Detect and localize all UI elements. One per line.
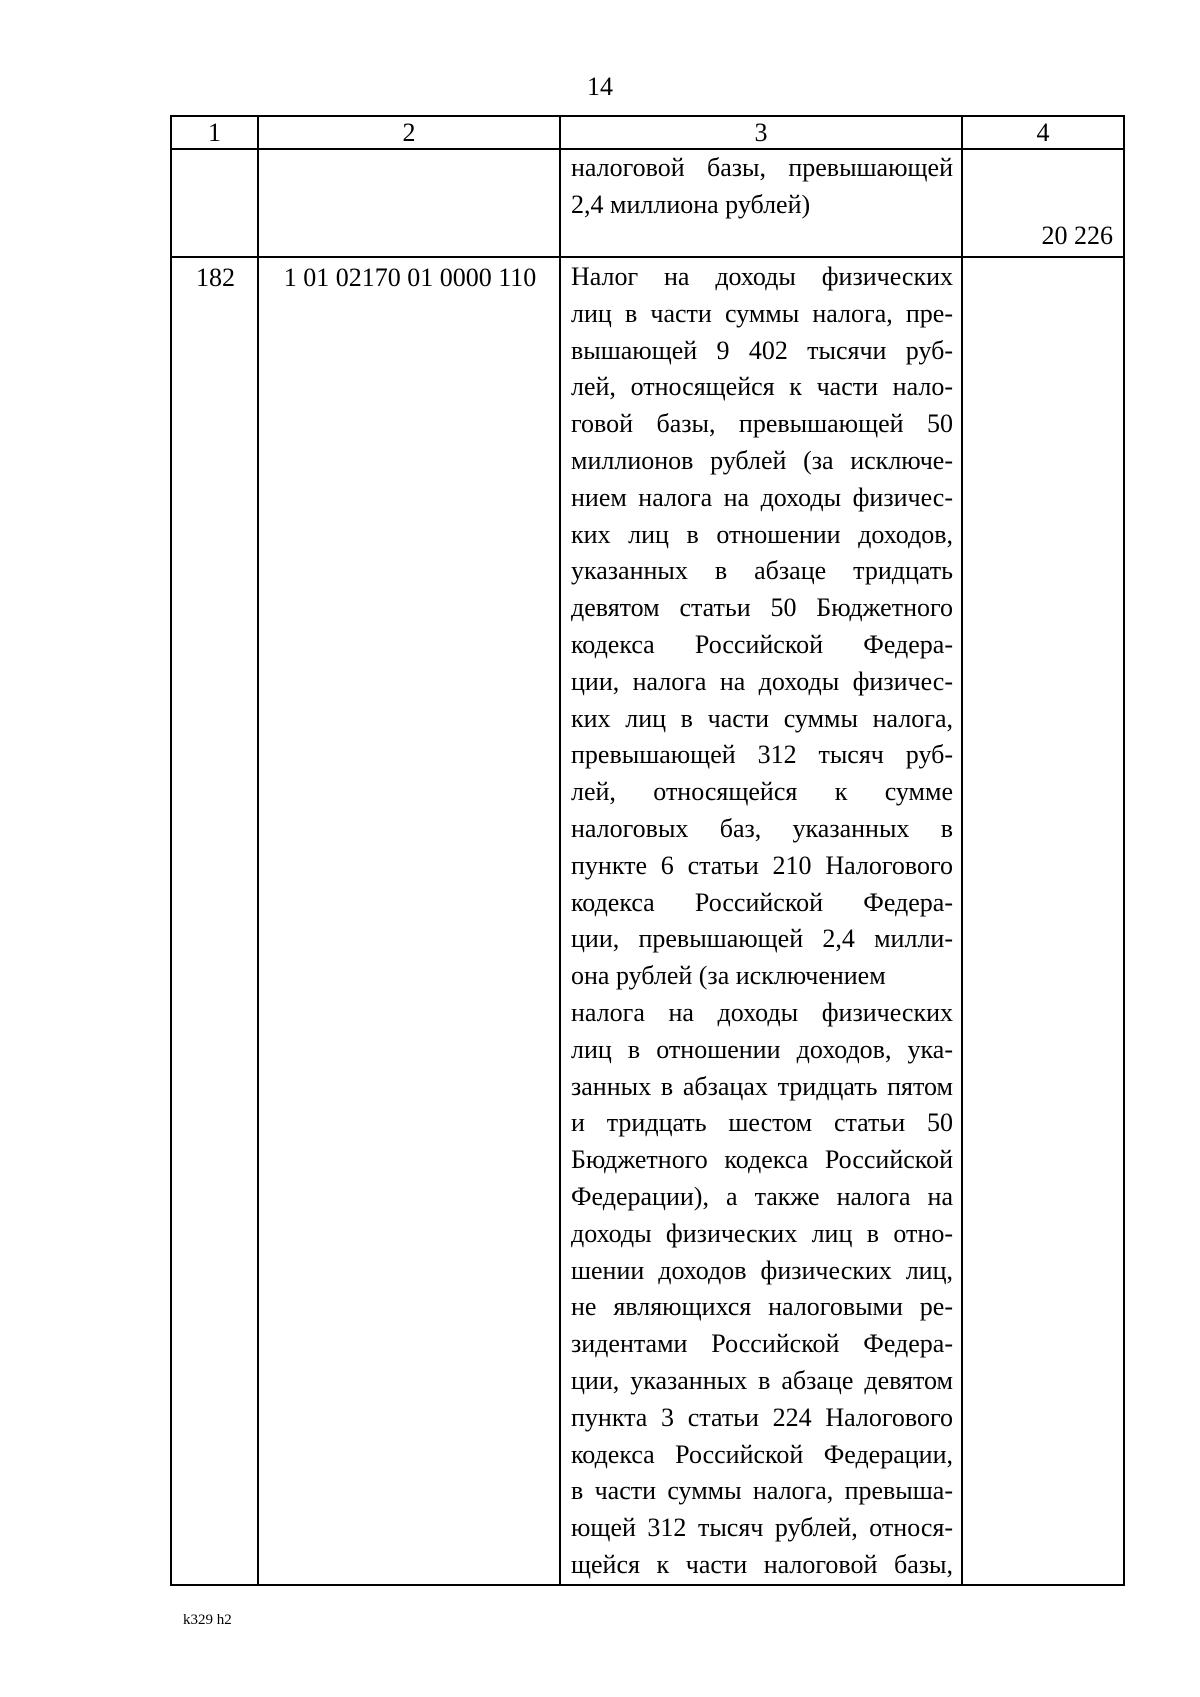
description-line: занных в абзацах тридцать пятом [571,1071,953,1101]
description-line: Бюджетного кодекса Российской [571,1145,953,1175]
description-line: лиц в части суммы налога, пре- [571,298,953,328]
description-line: кодекса Российской Федера- [571,629,953,659]
description-line: в части суммы налога, превыша- [571,1476,953,1506]
description-line: 2,4 миллиона рублей) [571,189,811,219]
income-code-cell [258,257,560,1585]
page-number: 14 [587,72,613,101]
description-line: миллионов рублей (за исключе- [571,445,953,475]
description-line: Налог на доходы физических [571,262,953,291]
amount-value [963,258,1123,260]
description-line: ких лиц в части суммы налога, [571,703,953,733]
description-line: налоговой базы, превышающей [571,153,953,182]
column-number-2: 2 [258,116,560,149]
description-line: ющей 312 тысяч рублей, относя- [571,1513,953,1543]
description-line: ких лиц в отношении доходов, [571,519,953,549]
description-line: лей, относящейся к части нало- [571,372,953,402]
description-line: говой базы, превышающей 50 [571,409,953,439]
table-row-continuation [171,149,1124,257]
description-line: лиц в отношении доходов, ука- [571,1034,953,1064]
description-line: кодекса Российской Федера- [571,887,953,917]
description-line: доходы физических лиц в отно- [571,1218,953,1248]
description-line: налоговых баз, указанных в [571,813,953,843]
table-row [171,257,1124,1585]
admin-code-cell-empty [171,149,258,257]
description-line: налога на доходы физических [571,997,953,1027]
description-line: не являющихся налоговыми ре- [571,1292,953,1322]
amount-cell [962,149,1124,257]
description-line: щейся к части налоговой базы, [571,1549,953,1579]
description-line: пункте 6 статьи 210 Налогового [571,850,953,880]
amount-cell [962,257,1124,1585]
description-line: пункта 3 статьи 224 Налогового [571,1402,953,1432]
description-line: зидентами Российской Федера- [571,1329,953,1359]
income-code: 1 01 02170 01 0000 110 [283,263,537,292]
description-line: ции, превышающей 2,4 милли- [571,924,953,954]
column-number-1: 1 [171,116,258,149]
description-line: кодекса Российской Федерации, [571,1439,953,1469]
description-cell [560,257,962,1585]
description-line: она рублей (за исключением [571,961,886,991]
column-number-4: 4 [962,116,1124,149]
description-line: и тридцать шестом статьи 50 [571,1108,953,1138]
income-code-cell-empty [258,149,560,257]
description-line: ции, налога на доходы физичес- [571,666,953,696]
footer-document-code: k329 h2 [183,1612,232,1628]
description-line: шении доходов физических лиц, [571,1255,953,1285]
amount-value: 20 226 [1041,221,1113,250]
description-text [561,150,961,224]
description-line: девятом статьи 50 Бюджетного [571,593,953,623]
description-line: превышающей 312 тысяч руб- [571,740,953,770]
admin-code: 182 [196,263,235,292]
column-number-row [171,116,1124,149]
admin-code-cell [171,257,258,1585]
description-line: нием налога на доходы физичес- [571,482,953,512]
column-number-3: 3 [560,116,962,149]
description-line: вышающей 9 402 тысячи руб- [571,335,953,365]
description-cell [560,149,962,257]
description-text [561,258,961,1584]
description-line: ции, указанных в абзаце девятом [571,1365,953,1395]
description-line: лей, относящейся к сумме [571,777,953,807]
budget-income-table [170,115,1125,1586]
description-line: указанных в абзаце тридцать [571,556,953,586]
description-line: Федерации), а также налога на [571,1181,953,1211]
